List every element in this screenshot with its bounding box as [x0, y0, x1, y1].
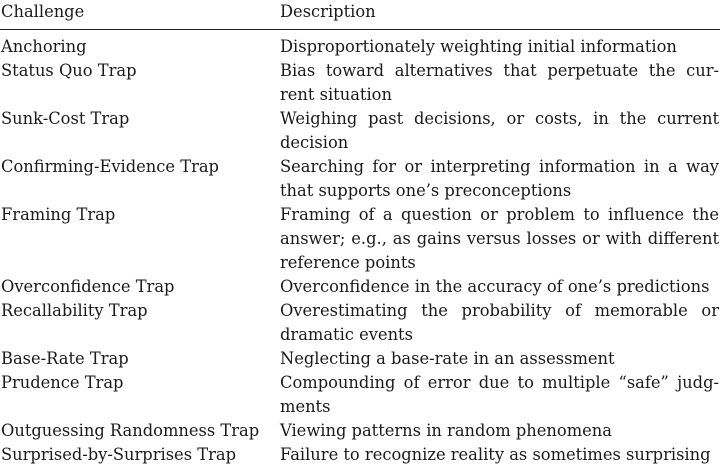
description-cell — [280, 419, 720, 443]
challenge-cell: Recallability Trap — [1, 301, 148, 320]
description-cell — [280, 443, 720, 467]
challenge-cell: Surprised-by-Surprises Trap — [1, 445, 236, 464]
description-line: Viewing patterns in random phenomena — [280, 421, 612, 440]
description-line: rent situation — [280, 85, 392, 104]
description-cell — [280, 107, 720, 155]
description-cell — [280, 59, 720, 107]
description-line: Overconfidence in the accuracy of one’s predictions — [280, 277, 710, 296]
description-line: that supports one’s preconceptions — [280, 181, 572, 200]
challenge-cell: Base-Rate Trap — [1, 349, 129, 368]
description-cell — [280, 203, 720, 275]
challenge-cell: Anchoring — [1, 37, 87, 56]
description-line: ments — [280, 397, 331, 416]
challenge-cell: Confirming-Evidence Trap — [1, 157, 219, 176]
column-header-description: Description — [280, 2, 376, 21]
description-line: answer; e.g., as gains versus losses or with different — [280, 229, 719, 248]
description-line: decision — [280, 133, 349, 152]
description-cell — [280, 371, 720, 419]
description-line: Disproportionately weighting initial information — [280, 37, 677, 56]
description-line: reference points — [280, 253, 416, 272]
challenge-cell: Overconfidence Trap — [1, 277, 175, 296]
challenge-cell: Framing Trap — [1, 205, 116, 224]
description-cell — [280, 155, 720, 203]
description-cell — [280, 347, 720, 371]
description-line: Neglecting a base-rate in an assessment — [280, 349, 615, 368]
description-line: Bias toward alternatives that perpetuate the cur- — [280, 61, 719, 80]
description-line: Searching for or interpreting information in a way — [280, 157, 719, 176]
description-cell — [280, 299, 720, 347]
description-line: Failure to recognize reality as sometimes surprising — [280, 445, 711, 464]
description-line: Overestimating the probability of memorable or — [280, 301, 719, 320]
description-line: Framing of a question or problem to influence the — [280, 205, 719, 224]
challenge-cell: Outguessing Randomness Trap — [1, 421, 260, 440]
challenge-cell: Prudence Trap — [1, 373, 124, 392]
description-cell — [280, 275, 720, 299]
description-line: Weighing past decisions, or costs, in the current — [280, 109, 719, 128]
description-line: dramatic events — [280, 325, 413, 344]
challenge-cell: Sunk-Cost Trap — [1, 109, 130, 128]
column-header-challenge: Challenge — [1, 2, 85, 21]
description-line: Compounding of error due to multiple “safe” judg- — [280, 373, 719, 392]
challenge-cell: Status Quo Trap — [1, 61, 137, 80]
header-rule — [0, 29, 720, 30]
description-cell — [280, 35, 720, 59]
